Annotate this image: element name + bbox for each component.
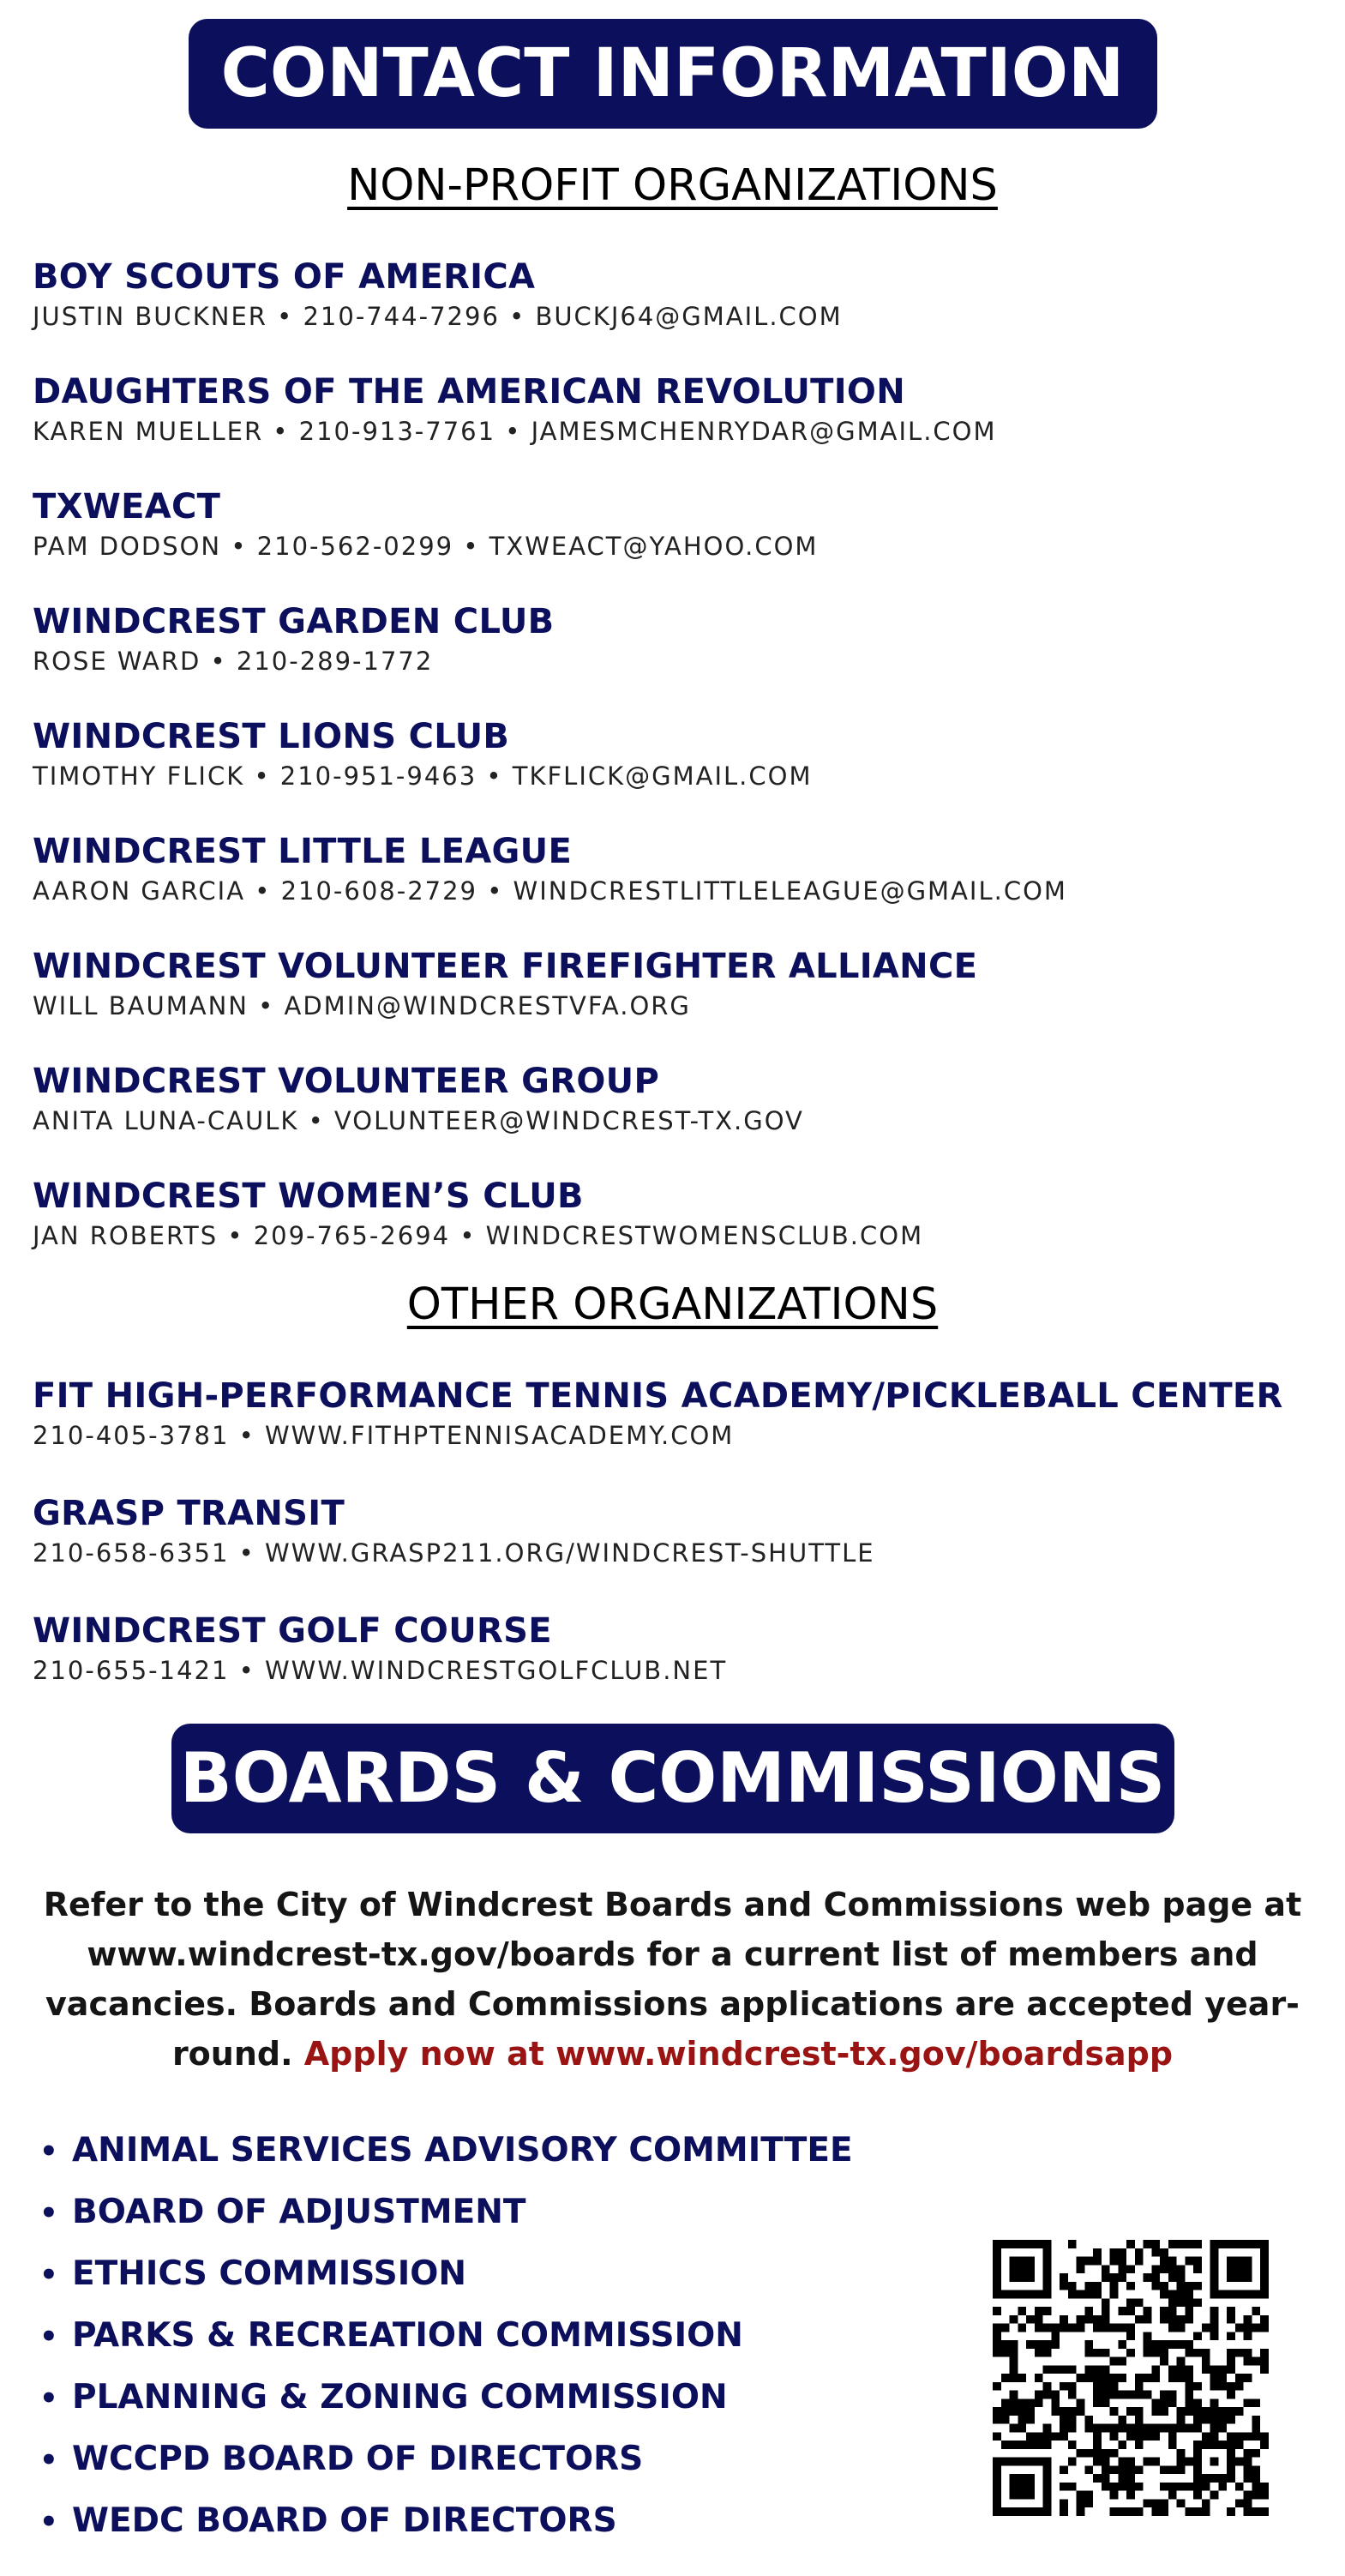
org-entry — [33, 485, 1327, 600]
contact-information-banner: CONTACT INFORMATION — [189, 19, 1157, 129]
org-contact: ANITA LUNA-CAULK • VOLUNTEER@WINDCREST-TX.GOV — [33, 1106, 804, 1135]
bullet-icon: • — [39, 2505, 58, 2539]
board-name: ANIMAL SERVICES ADVISORY COMMITTEE — [72, 2131, 853, 2170]
org-entry — [33, 830, 1327, 945]
org-entry — [33, 1175, 1327, 1290]
org-entry — [33, 370, 1327, 485]
org-entry — [33, 1060, 1327, 1175]
board-item — [39, 2490, 853, 2552]
bullet-icon: • — [39, 2443, 58, 2477]
board-item — [39, 2182, 853, 2243]
board-name: WEDC BOARD OF DIRECTORS — [72, 2501, 617, 2540]
nonprofit-org-list — [33, 256, 1327, 1290]
board-name: WCCPD BOARD OF DIRECTORS — [72, 2440, 644, 2478]
org-name: DAUGHTERS OF THE AMERICAN REVOLUTION — [33, 372, 905, 412]
org-entry — [33, 1492, 1327, 1610]
org-contact: TIMOTHY FLICK • 210-951-9463 • TKFLICK@GMAIL.COM — [33, 761, 813, 791]
org-name: WINDCREST VOLUNTEER FIREFIGHTER ALLIANCE — [33, 947, 978, 986]
org-entry — [33, 600, 1327, 715]
board-name: PLANNING & ZONING COMMISSION — [72, 2378, 728, 2417]
org-name: GRASP TRANSIT — [33, 1494, 345, 1533]
org-name: WINDCREST GOLF COURSE — [33, 1611, 552, 1651]
org-entry — [33, 1610, 1327, 1727]
org-contact: 210-405-3781 • WWW.FITHPTENNISACADEMY.COM — [33, 1421, 735, 1450]
org-entry — [33, 715, 1327, 830]
board-name: ETHICS COMMISSION — [72, 2254, 467, 2293]
bullet-icon: • — [39, 2381, 58, 2416]
board-item — [39, 2429, 853, 2490]
other-org-list — [33, 1375, 1327, 1727]
board-name: PARKS & RECREATION COMMISSION — [72, 2316, 743, 2355]
board-item — [39, 2243, 853, 2305]
org-name: WINDCREST GARDEN CLUB — [33, 602, 555, 641]
board-item — [39, 2367, 853, 2429]
org-name: WINDCREST LITTLE LEAGUE — [33, 832, 573, 871]
org-contact: AARON GARCIA • 210-608-2729 • WINDCRESTLITTLELEAGUE@GMAIL.COM — [33, 876, 1067, 906]
boards-list — [39, 2120, 853, 2552]
bullet-icon: • — [39, 2258, 58, 2292]
board-item — [39, 2305, 853, 2367]
boards-commissions-banner: BOARDS & COMMISSIONS — [171, 1724, 1174, 1833]
org-contact: KAREN MUELLER • 210-913-7761 • JAMESMCHENRYDAR@GMAIL.COM — [33, 417, 997, 446]
boards-intro-text: Refer to the City of Windcrest Boards and Commissions web page at www.windcrest-tx.gov/boards for a current list of members and vacancies. Boards and Commissions applications are accepted year-round. — [43, 1886, 1302, 2073]
bullet-icon: • — [39, 2320, 58, 2354]
org-entry — [33, 945, 1327, 1060]
boards-intro-paragraph — [26, 1880, 1319, 2079]
org-name: WINDCREST VOLUNTEER GROUP — [33, 1062, 660, 1101]
org-name: WINDCREST LIONS CLUB — [33, 717, 510, 756]
bullet-icon: • — [39, 2134, 58, 2169]
org-name: TXWEACT — [33, 487, 221, 527]
org-name: FIT HIGH-PERFORMANCE TENNIS ACADEMY/PICKLEBALL CENTER — [33, 1376, 1283, 1416]
board-name: BOARD OF ADJUSTMENT — [72, 2193, 526, 2231]
org-contact: ROSE WARD • 210-289-1772 — [33, 647, 434, 676]
org-contact: 210-658-6351 • WWW.GRASP211.ORG/WINDCREST-SHUTTLE — [33, 1538, 875, 1568]
nonprofit-heading: NON-PROFIT ORGANIZATIONS — [347, 160, 998, 211]
org-contact: 210-655-1421 • WWW.WINDCRESTGOLFCLUB.NET — [33, 1656, 728, 1685]
qr-code-icon[interactable] — [993, 2240, 1269, 2516]
org-entry — [33, 1375, 1327, 1492]
org-contact: JUSTIN BUCKNER • 210-744-7296 • BUCKJ64@GMAIL.COM — [33, 302, 843, 331]
board-item — [39, 2120, 853, 2182]
org-name: BOY SCOUTS OF AMERICA — [33, 257, 536, 297]
org-entry — [33, 256, 1327, 370]
apply-now-link[interactable]: Apply now at www.windcrest-tx.gov/boardsapp — [303, 2035, 1174, 2073]
org-contact: JAN ROBERTS • 209-765-2694 • WINDCRESTWOMENSCLUB.COM — [33, 1221, 924, 1250]
bullet-icon: • — [39, 2196, 58, 2230]
org-name: WINDCREST WOMEN’S CLUB — [33, 1177, 584, 1216]
other-organizations-heading: OTHER ORGANIZATIONS — [406, 1279, 939, 1330]
org-contact: PAM DODSON • 210-562-0299 • TXWEACT@YAHOO.COM — [33, 532, 819, 561]
org-contact: WILL BAUMANN • ADMIN@WINDCRESTVFA.ORG — [33, 991, 691, 1020]
